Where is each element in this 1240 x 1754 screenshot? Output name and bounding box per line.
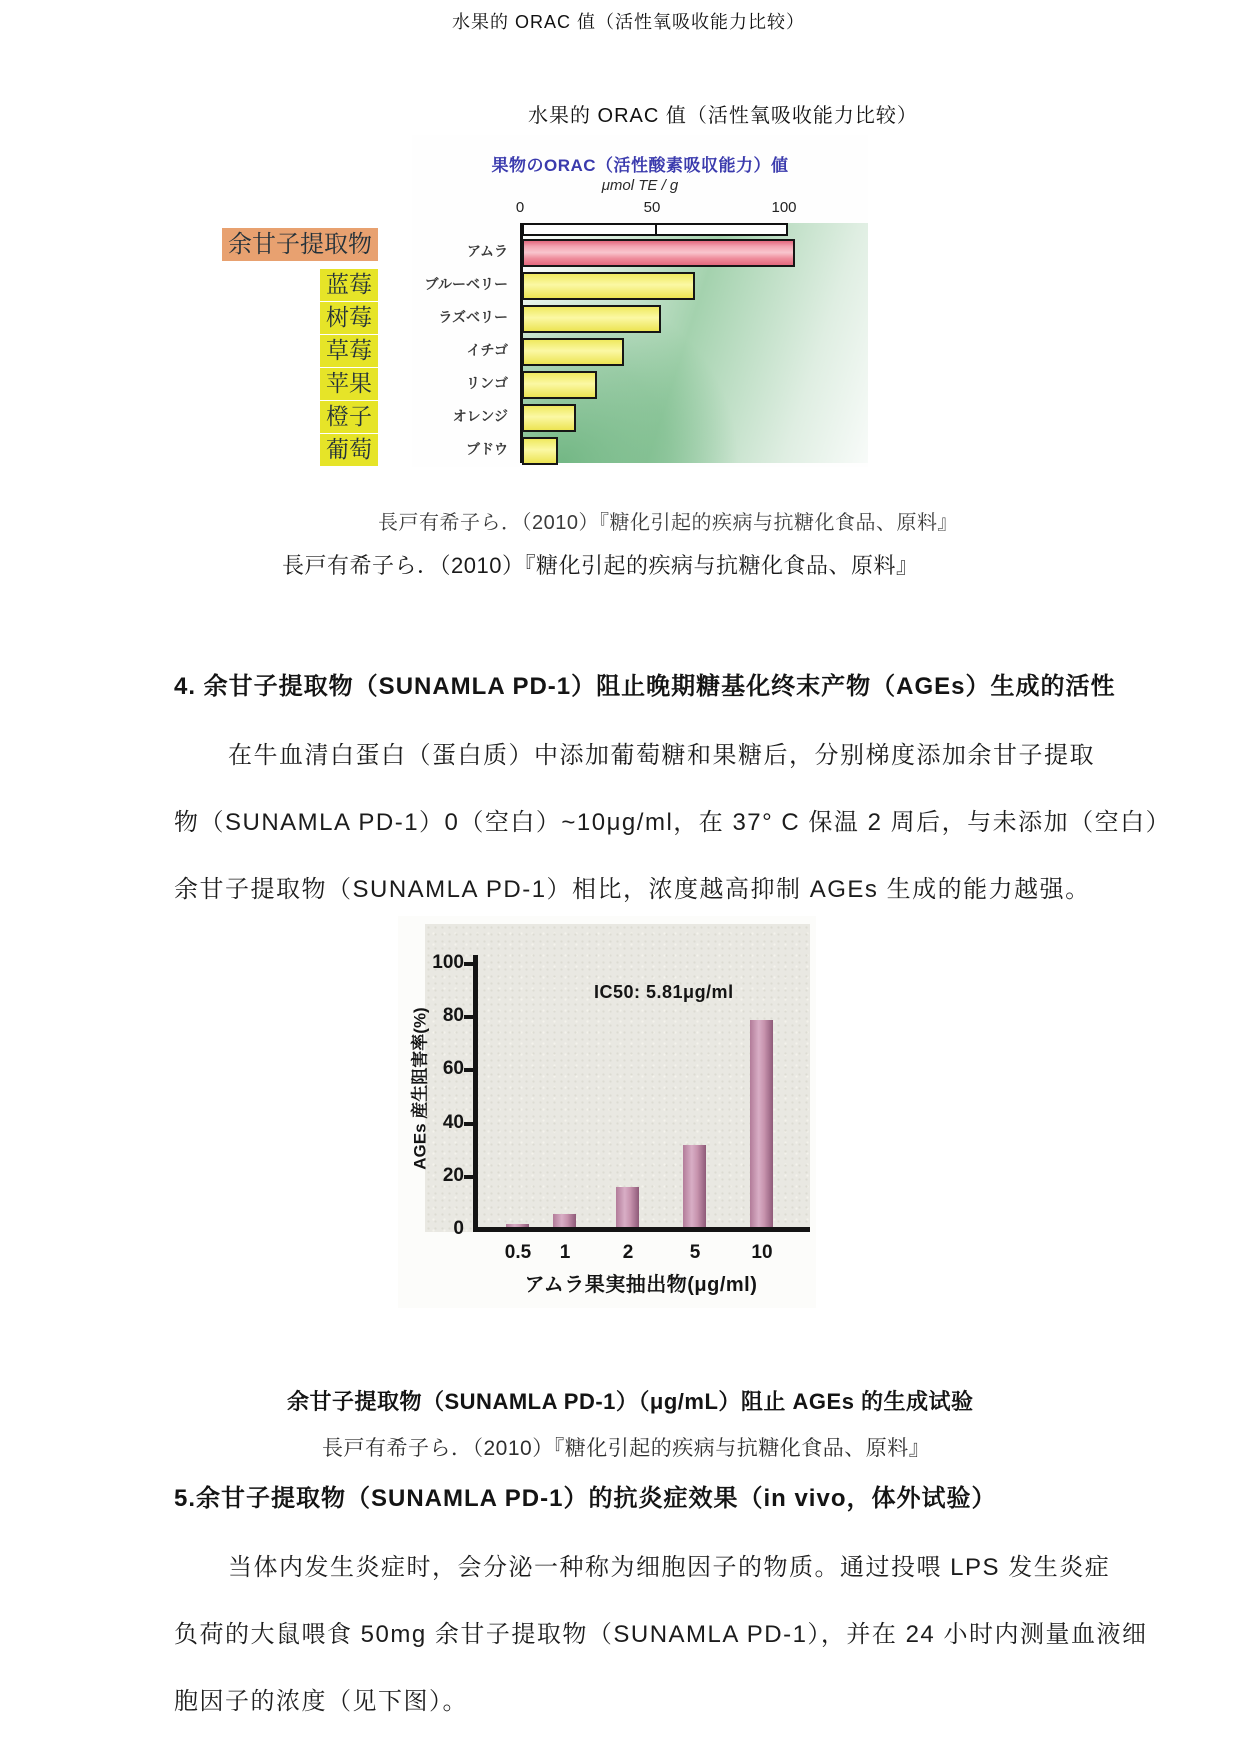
ages-xtick-label-5: 5	[689, 1242, 701, 1263]
ages-y-axis-label: AGEs 産生阻害率(%)	[410, 1007, 430, 1170]
section4-heading: 4. 余甘子提取物（SUNAMLA PD-1）阻止晚期糖基化终末产物（AGEs）生成的活性	[174, 673, 1116, 700]
orac-caption-inner: 長戸有希子ら．（2010）『糖化引起的疾病与抗糖化食品、原料』	[378, 512, 958, 534]
orac-row-label-0: アムラ	[466, 243, 508, 259]
orac-chart-title: 果物のORAC（活性酸素吸収能力）値	[491, 156, 789, 175]
legend-label-cn-5: 橙子	[320, 401, 378, 433]
section4-line-1: 在牛血清白蛋白（蛋白质）中添加葡萄糖和果糖后，分别梯度添加余甘子提取	[228, 742, 1095, 769]
orac-row-label-3: イチゴ	[466, 342, 508, 358]
ages-bar-1	[553, 1214, 576, 1227]
legend-label-cn-6: 葡萄	[320, 434, 378, 466]
orac-xtick-label-100: 100	[771, 199, 797, 216]
orac-strip-tick-50	[655, 225, 657, 234]
ages-x-axis-label: アムラ果実抽出物(μg/ml)	[524, 1274, 758, 1296]
orac-row-label-1: ブルーベリー	[424, 276, 508, 292]
ages-ytick-label-60: 60	[442, 1058, 464, 1080]
section5-line-1: 当体内发生炎症时，会分泌一种称为细胞因子的物质。通过投喂 LPS 发生炎症	[228, 1554, 1111, 1581]
orac-row-label-2: ラズベリー	[438, 309, 508, 325]
ages-caption-bold: 余甘子提取物（SUNAMLA PD-1）（μg/mL）阻止 AGEs 的生成试验	[287, 1389, 974, 1414]
ages-y-axis-line	[473, 955, 478, 1232]
ages-ytick-label-20: 20	[442, 1164, 464, 1186]
ages-bar-5	[683, 1145, 706, 1227]
section4-line-2: 物（SUNAMLA PD-1）0（空白）~10μg/ml，在 37° C 保温 2 周后，与未添加（空白）	[174, 809, 1172, 836]
ages-ytick-label-80: 80	[442, 1005, 464, 1027]
legend-label-cn-1: 蓝莓	[320, 269, 378, 301]
ages-xtick-label-1: 1	[559, 1242, 571, 1263]
orac-plot-area	[520, 223, 868, 463]
orac-bar-1	[522, 272, 695, 300]
orac-row-label-5: オレンジ	[452, 408, 508, 424]
ages-xtick-label-2: 2	[622, 1242, 634, 1263]
ages-caption-source: 長戸有希子ら．（2010）『糖化引起的疾病与抗糖化食品、原料』	[322, 1437, 931, 1460]
orac-bar-4	[522, 371, 597, 399]
section-title: 水果的 ORAC 值（活性氧吸收能力比较）	[528, 105, 918, 127]
ages-bar-chart	[398, 916, 816, 1308]
orac-row-label-6: ブドウ	[466, 441, 508, 457]
ages-ytick-label-100: 100	[432, 952, 464, 973]
section5-line-3: 胞因子的浓度（见下图）。	[174, 1688, 468, 1715]
section5-heading: 5.余甘子提取物（SUNAMLA PD-1）的抗炎症效果（in vivo，体外试验）	[174, 1485, 997, 1512]
legend-label-cn-2: 树莓	[320, 302, 378, 334]
ages-x-axis-line	[473, 1227, 810, 1232]
ages-xtick-label-10: 10	[751, 1242, 773, 1263]
page-header: 水果的 ORAC 值（活性氧吸收能力比较）	[452, 12, 806, 32]
orac-xtick-label-50: 50	[643, 199, 661, 216]
orac-bar-6	[522, 437, 558, 465]
orac-bar-5	[522, 404, 576, 432]
legend-label-cn-4: 苹果	[320, 368, 378, 400]
orac-bar-3	[522, 338, 624, 366]
ages-ic50-annotation: IC50: 5.81μg/ml	[594, 982, 734, 1002]
orac-row-label-4: リンゴ	[466, 375, 508, 391]
ages-bar-10	[750, 1020, 773, 1227]
orac-bar-0	[522, 239, 795, 267]
ages-ytick-label-40: 40	[442, 1111, 464, 1133]
orac-xtick-label-0: 0	[515, 199, 525, 216]
orac-caption-below: 長戸有希子ら．（2010）『糖化引起的疾病与抗糖化食品、原料』	[282, 553, 919, 578]
legend-label-cn-3: 草莓	[320, 335, 378, 367]
orac-axis-strip	[522, 223, 788, 236]
legend-label-cn-0: 余甘子提取物	[222, 228, 378, 261]
section4-line-3: 余甘子提取物（SUNAMLA PD-1）相比，浓度越高抑制 AGEs 生成的能力越强。	[174, 876, 1091, 903]
ages-ytick-label-0: 0	[453, 1218, 464, 1239]
ages-xtick-label-0.5: 0.5	[504, 1242, 532, 1263]
orac-chart-unit: μmol TE / g	[601, 177, 679, 194]
section5-line-2: 负荷的大鼠喂食 50mg 余甘子提取物（SUNAMLA PD-1），并在 24 小时内测量血液细	[174, 1621, 1148, 1648]
orac-bar-2	[522, 305, 661, 333]
ages-bar-2	[616, 1187, 639, 1227]
orac-bar-chart	[412, 135, 868, 467]
